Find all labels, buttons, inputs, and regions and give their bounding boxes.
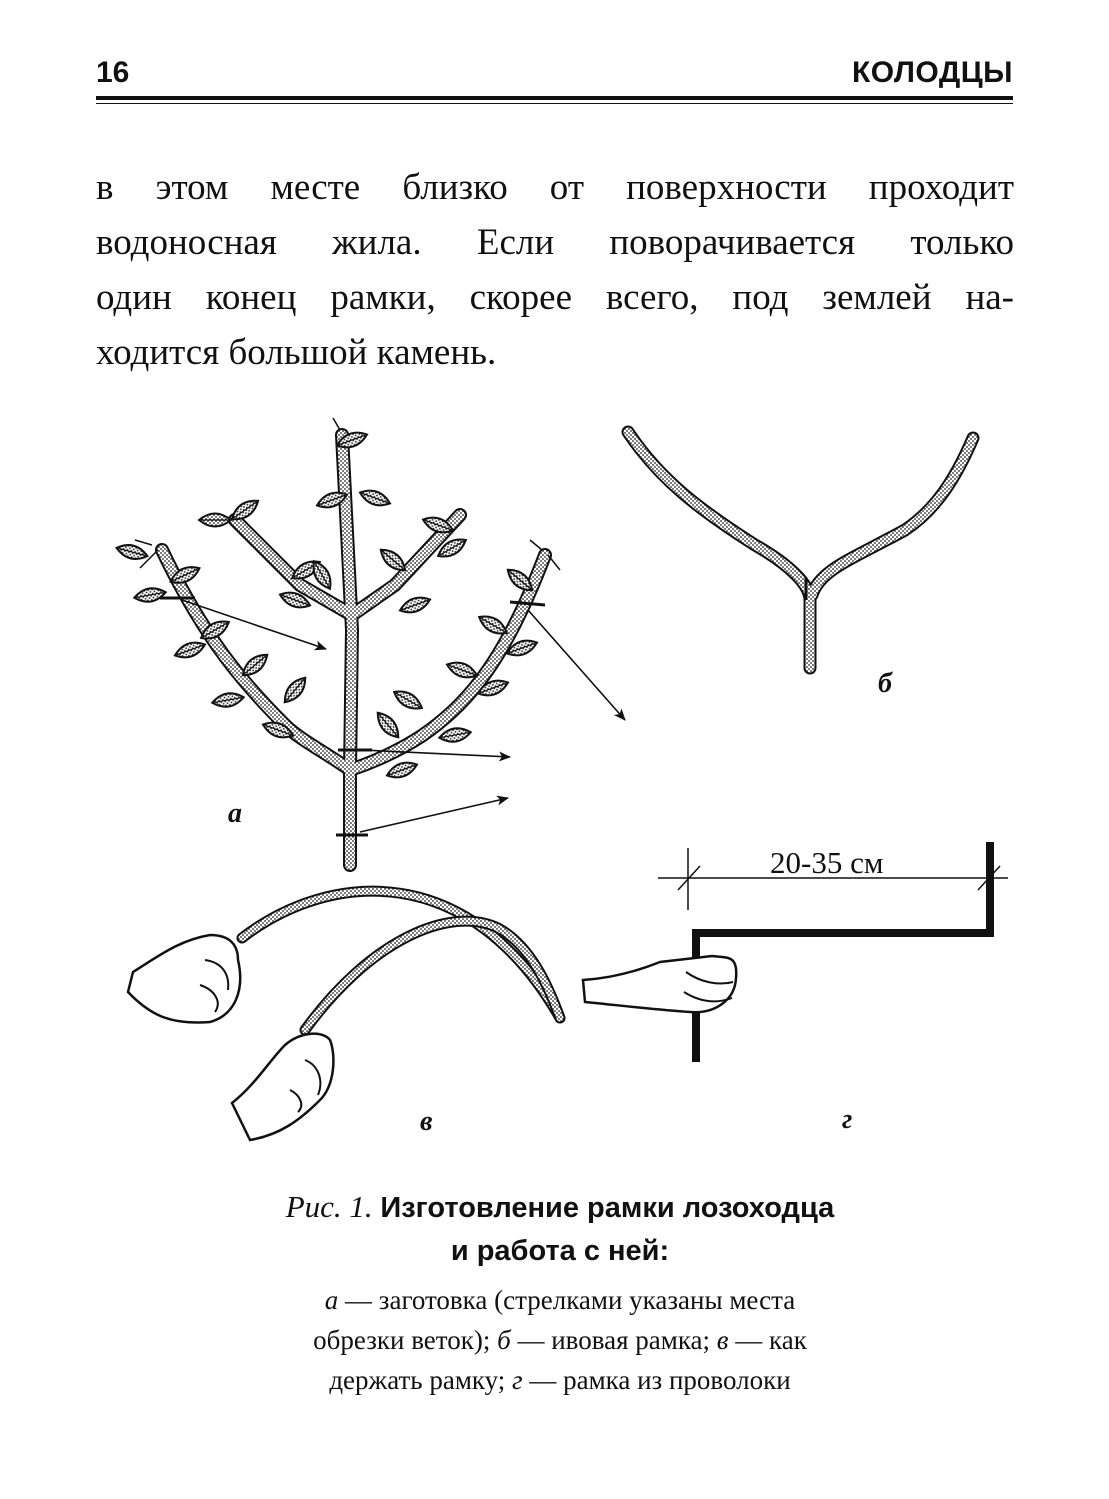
header-rule-thin xyxy=(96,103,1013,104)
page-number: 16 xyxy=(96,56,130,89)
legend-text: — рамка из проволоки xyxy=(522,1365,791,1395)
running-header xyxy=(96,52,1013,92)
figure-caption xyxy=(150,1186,970,1400)
body-line: водоносная жила. Если поворачивается только xyxy=(96,222,1014,263)
legend-text: — как xyxy=(728,1325,807,1355)
figure-illustration xyxy=(0,400,1109,1180)
legend-text: держать рамку; xyxy=(329,1365,513,1395)
legend-key: в xyxy=(716,1325,729,1355)
caption-title xyxy=(150,1186,970,1272)
legend-key: г xyxy=(512,1365,523,1395)
dimension-label: 20-35 см xyxy=(770,845,884,880)
caption-title-line2: и работа с ней: xyxy=(450,1235,670,1267)
body-line: в этом месте близко от поверхности проходит xyxy=(96,167,1014,208)
legend-key: б xyxy=(497,1325,511,1355)
legend-text: — ивовая рамка; xyxy=(510,1325,717,1355)
caption-prefix: Рис. 1. xyxy=(285,1189,373,1224)
body-line: ходится большой камень. xyxy=(96,332,497,373)
caption-legend xyxy=(150,1280,970,1400)
holding-frame-drawing xyxy=(128,891,560,1140)
header-rule xyxy=(96,96,1013,100)
legend-text: обрезки веток); xyxy=(313,1325,498,1355)
caption-title-line1: Изготовление рамки лозоходца xyxy=(380,1192,835,1224)
label-g: г xyxy=(842,1104,853,1135)
body-paragraph xyxy=(96,160,1014,380)
body-line: один конец рамки, скорее всего, под землей на- xyxy=(96,277,1014,318)
legend-key: а xyxy=(324,1285,339,1315)
running-title: КОЛОДЦЫ xyxy=(851,56,1013,89)
willow-frame-drawing xyxy=(628,432,973,668)
branch-blank-drawing xyxy=(115,418,625,865)
label-v: в xyxy=(420,1106,433,1137)
label-a: а xyxy=(228,798,242,829)
label-b: б xyxy=(878,668,892,699)
legend-text: — заготовка (стрелками указаны места xyxy=(338,1285,796,1315)
